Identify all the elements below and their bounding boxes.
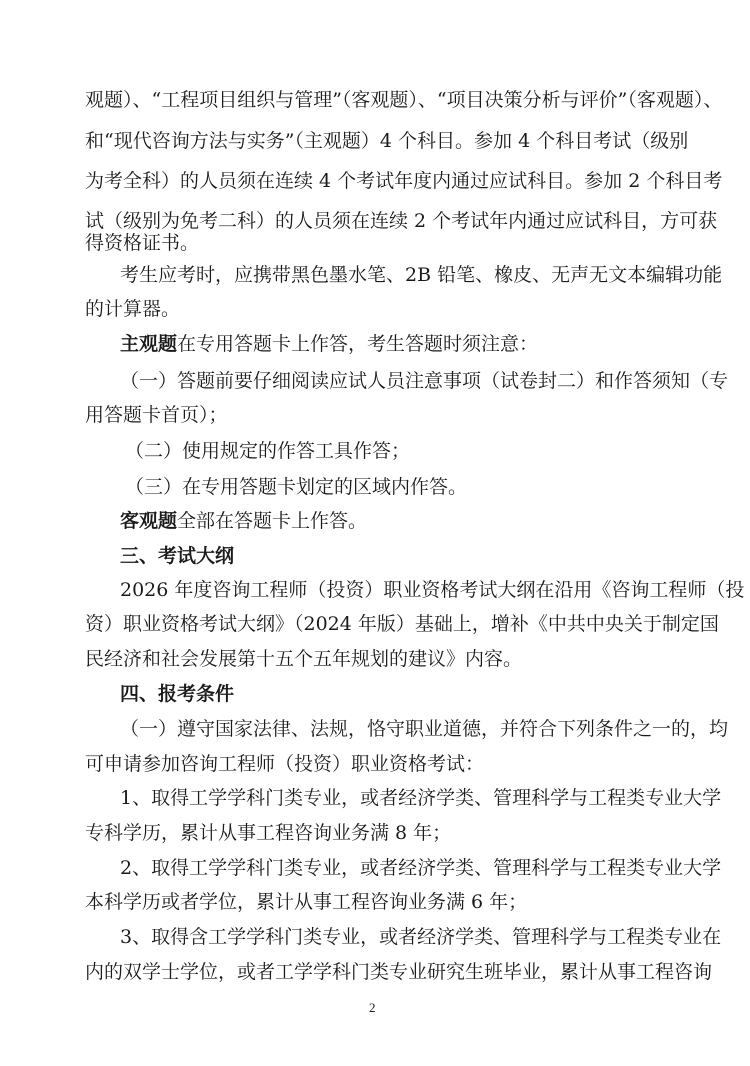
body-line: 考生应考时，应携带黑色墨水笔、2B 铅笔、橡皮、无声无文本编辑功能	[120, 264, 723, 286]
body-line: 全部在答题卡上作答。	[177, 510, 368, 532]
body-line: 民经济和社会发展第十五个五年规划的建议》内容。	[85, 648, 523, 670]
body-line: 3、取得含工学学科门类专业，或者经济学类、管理科学与工程类专业在	[120, 926, 722, 948]
subjective-instruction	[120, 332, 750, 356]
body-line: 专科学历，累计从事工程咨询业务满 8 年；	[85, 822, 452, 844]
body-line: 本科学历或者学位，累计从事工程咨询业务满 6 年；	[85, 891, 528, 913]
body-line: 为考全科）的人员须在连续 4 个考试年度内通过应试科目。参加 2 个科目考	[85, 170, 723, 192]
body-line: 在专用答题卡上作答，考生答题时须注意：	[177, 333, 539, 355]
body-line: 资）职业资格考试大纲》（2024 年版）基础上，增补《中共中央关于制定国	[85, 613, 719, 635]
objective-heading: 客观题	[120, 510, 178, 532]
body-line: （一）遵守国家法律、法规，恪守职业道德，并符合下列条件之一的，均	[120, 718, 729, 740]
page-number: 2	[369, 1000, 376, 1015]
body-line: 2026 年度咨询工程师（投资）职业资格考试大纲在沿用《咨询工程师（投	[120, 579, 745, 601]
body-line: 2、取得工学学科门类专业，或者经济学类、管理科学与工程类专业大学	[120, 857, 722, 879]
body-line: 1、取得工学学科门类专业，或者经济学类、管理科学与工程类专业大学	[120, 787, 722, 809]
body-line: （一）答题前要仔细阅读应试人员注意事项（试卷封二）和作答须知（专	[120, 370, 729, 392]
objective-instruction	[120, 509, 750, 533]
body-line: 试（级别为免考二科）的人员须在连续 2 个考试年内通过应试科目，方可获	[85, 210, 718, 232]
subjective-heading: 主观题	[120, 333, 178, 355]
body-line: （二）使用规定的作答工具作答；	[125, 440, 411, 462]
section-heading-syllabus: 三、考试大纲	[120, 545, 235, 567]
body-line: 和“现代咨询方法与实务”（主观题）4 个科目。参加 4 个科目考试（级别	[85, 130, 689, 152]
section-heading-eligibility: 四、报考条件	[120, 683, 235, 705]
body-line: 用答题卡首页）；	[85, 404, 228, 426]
body-line: 内的双学士学位，或者工学学科门类专业研究生班毕业，累计从事工程咨询	[85, 961, 713, 983]
body-line: 观题）、“工程项目组织与管理”（客观题）、“项目决策分析与评价”（客观题）、	[85, 89, 723, 111]
body-line: 的计算器。	[85, 298, 181, 320]
body-line: （三）在专用答题卡划定的区域内作答。	[125, 476, 468, 498]
body-line: 得资格证书。	[85, 232, 200, 254]
body-line: 可申请参加咨询工程师（投资）职业资格考试：	[85, 753, 485, 775]
